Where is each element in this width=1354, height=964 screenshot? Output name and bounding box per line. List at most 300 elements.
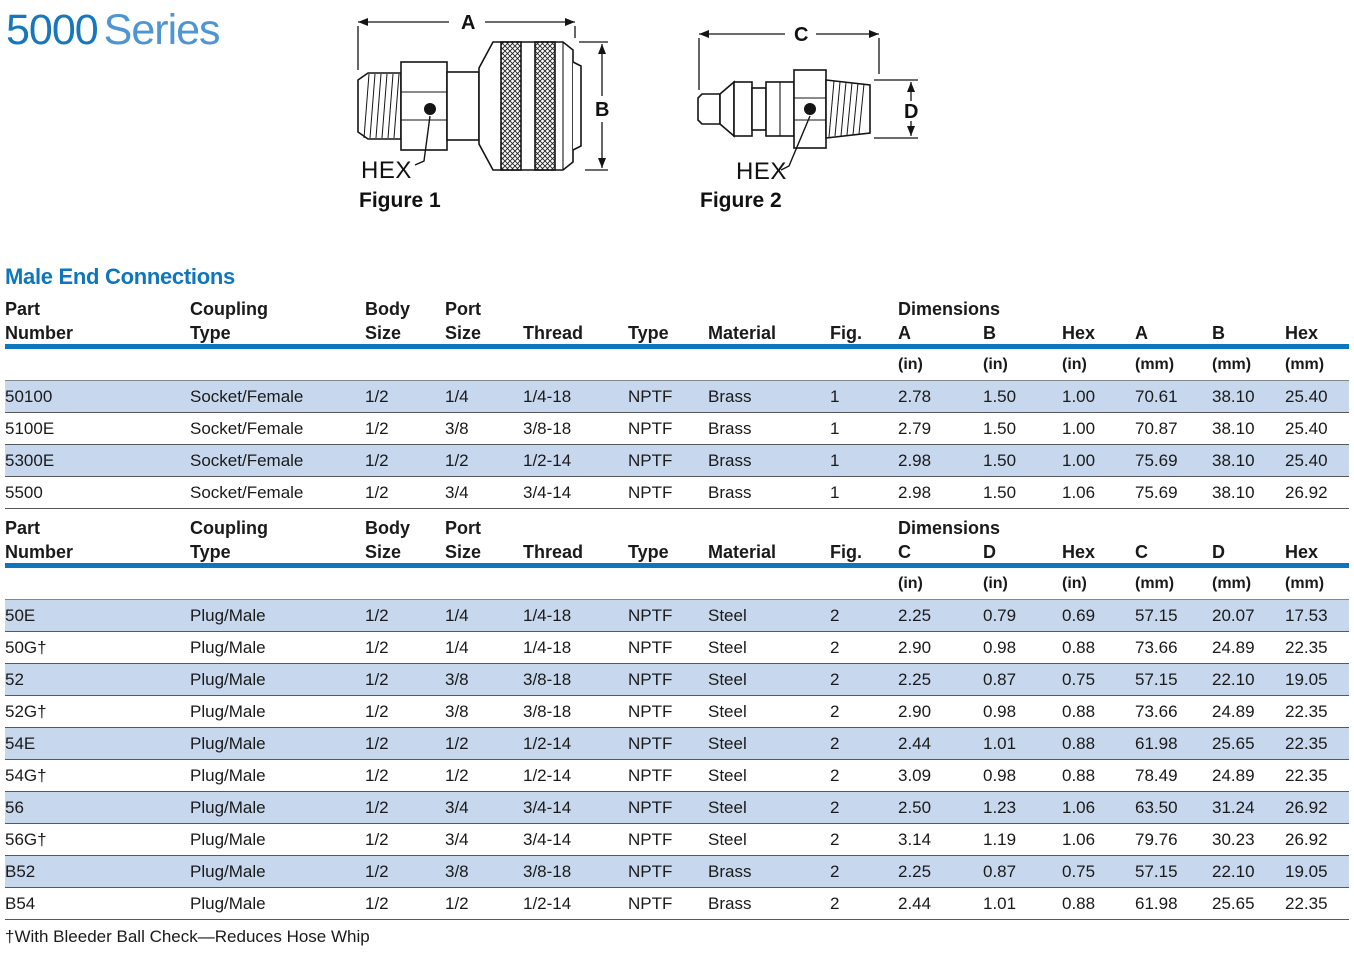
table-cell: 2 bbox=[830, 605, 840, 625]
table-cell: 3/4-14 bbox=[523, 829, 572, 849]
table-cell: 1/2-14 bbox=[523, 733, 572, 753]
table-cell: 3/4 bbox=[445, 482, 469, 502]
table-cell: Brass bbox=[708, 450, 752, 470]
table-cell: Number bbox=[5, 542, 74, 562]
table-cell: 0.88 bbox=[1062, 701, 1096, 721]
table-cell: (in) bbox=[983, 355, 1008, 373]
table-cell: Coupling bbox=[190, 299, 268, 319]
table-cell: 31.24 bbox=[1212, 797, 1255, 817]
table-cell: 70.61 bbox=[1135, 386, 1178, 406]
table-cell: 1 bbox=[830, 482, 840, 502]
table-cell: Material bbox=[708, 323, 777, 343]
table-cell: 50G† bbox=[5, 637, 47, 657]
table-cell: Brass bbox=[708, 386, 752, 406]
table-cell: 17.53 bbox=[1285, 605, 1328, 625]
table-cell: 61.98 bbox=[1135, 733, 1178, 753]
table-row bbox=[5, 792, 1349, 824]
arrowhead bbox=[869, 30, 879, 38]
table-cell: NPTF bbox=[628, 418, 673, 438]
table-cell: Body bbox=[365, 299, 410, 319]
table-cell: 75.69 bbox=[1135, 482, 1178, 502]
table-cell: B52 bbox=[5, 861, 36, 881]
table-cell: Material bbox=[708, 542, 777, 562]
table-cell: Plug/Male bbox=[190, 637, 266, 657]
figure-1-drawing bbox=[345, 6, 635, 218]
table-cell: 38.10 bbox=[1212, 386, 1255, 406]
table-cell: 3/8 bbox=[445, 669, 469, 689]
table-cell: 2.79 bbox=[898, 418, 932, 438]
table-cell: 3/8-18 bbox=[523, 669, 572, 689]
table-cell: 1/2 bbox=[365, 450, 389, 470]
table-cell: 22.35 bbox=[1285, 765, 1328, 785]
table-cell: D bbox=[983, 542, 996, 562]
coupling-outline bbox=[698, 70, 870, 148]
male-end-connections-table bbox=[5, 296, 1349, 947]
table-cell: 70.87 bbox=[1135, 418, 1178, 438]
units-row-plug bbox=[5, 568, 1349, 599]
arrowhead bbox=[907, 82, 915, 92]
table-cell: Thread bbox=[523, 323, 584, 343]
table-cell: Hex bbox=[1285, 323, 1319, 343]
table-cell: 3.09 bbox=[898, 765, 932, 785]
table-cell: 0.75 bbox=[1062, 669, 1096, 689]
table-cell: Hex bbox=[1062, 323, 1096, 343]
table-cell: 2 bbox=[830, 637, 840, 657]
table-cell: 22.35 bbox=[1285, 701, 1328, 721]
table-cell: 1/2 bbox=[365, 733, 389, 753]
table-cell: Plug/Male bbox=[190, 893, 266, 913]
table-cell: 1/2 bbox=[365, 418, 389, 438]
table-cell: 0.88 bbox=[1062, 893, 1096, 913]
table-row bbox=[5, 568, 1349, 599]
table-cell: Size bbox=[445, 323, 482, 343]
table-cell: Plug/Male bbox=[190, 797, 266, 817]
table-cell: 1 bbox=[830, 418, 840, 438]
table-cell: NPTF bbox=[628, 893, 673, 913]
table-body-socket bbox=[5, 380, 1349, 509]
table-cell: 1/2 bbox=[445, 450, 469, 470]
dim-label-b: B bbox=[595, 99, 610, 121]
table-cell: 1.50 bbox=[983, 450, 1017, 470]
table-cell: 3/8-18 bbox=[523, 701, 572, 721]
hex-label: HEX bbox=[736, 158, 787, 185]
table-cell: Steel bbox=[708, 797, 747, 817]
table-cell: 22.35 bbox=[1285, 637, 1328, 657]
table-cell: 3/8 bbox=[445, 861, 469, 881]
table-cell: Socket/Female bbox=[190, 482, 304, 502]
table-cell: 1/2 bbox=[365, 829, 389, 849]
table-row bbox=[5, 515, 1349, 539]
table-cell: 61.98 bbox=[1135, 893, 1178, 913]
table-cell: (mm) bbox=[1212, 355, 1252, 373]
table-cell: (in) bbox=[898, 574, 923, 592]
table-cell: 0.87 bbox=[983, 861, 1017, 881]
table-cell: Coupling bbox=[190, 518, 268, 538]
table-cell: Steel bbox=[708, 701, 747, 721]
table-cell: Brass bbox=[708, 861, 752, 881]
table-cell: 26.92 bbox=[1285, 482, 1328, 502]
table-cell: 2 bbox=[830, 829, 840, 849]
table-cell: 2 bbox=[830, 733, 840, 753]
table-cell: 3/8 bbox=[445, 701, 469, 721]
table-cell: Steel bbox=[708, 669, 747, 689]
table-cell: 2 bbox=[830, 765, 840, 785]
table-cell: 3/8-18 bbox=[523, 418, 572, 438]
figure-1-caption: Figure 1 bbox=[359, 189, 441, 212]
table-cell: 54G† bbox=[5, 765, 47, 785]
table-cell: 2.44 bbox=[898, 733, 932, 753]
table-cell: Size bbox=[365, 542, 402, 562]
table-cell: NPTF bbox=[628, 733, 673, 753]
table-cell: 1.06 bbox=[1062, 797, 1096, 817]
table-header-plug bbox=[5, 515, 1349, 563]
table-cell: Plug/Male bbox=[190, 701, 266, 721]
table-cell: 1/2 bbox=[445, 733, 469, 753]
table-cell: C bbox=[1135, 542, 1148, 562]
table-cell: 54E bbox=[5, 733, 36, 753]
table-row bbox=[5, 320, 1349, 344]
table-cell: NPTF bbox=[628, 829, 673, 849]
table-cell: 2.50 bbox=[898, 797, 932, 817]
table-cell: (in) bbox=[1062, 355, 1087, 373]
table-cell: Port bbox=[445, 299, 481, 319]
table-cell: 2.90 bbox=[898, 701, 932, 721]
table-cell: 30.23 bbox=[1212, 829, 1255, 849]
table-cell: 2 bbox=[830, 669, 840, 689]
table-cell: (mm) bbox=[1285, 355, 1325, 373]
table-cell: 2.98 bbox=[898, 482, 932, 502]
arrowhead bbox=[565, 18, 575, 26]
table-cell: NPTF bbox=[628, 797, 673, 817]
table-cell: C bbox=[898, 542, 911, 562]
table-cell: 1/2 bbox=[365, 669, 389, 689]
table-cell: B bbox=[983, 323, 996, 343]
table-cell: 22.35 bbox=[1285, 733, 1328, 753]
table-cell: 2.25 bbox=[898, 669, 932, 689]
hex-indicator-dot bbox=[424, 103, 436, 115]
table-cell: 38.10 bbox=[1212, 482, 1255, 502]
table-row bbox=[5, 824, 1349, 856]
table-cell: Socket/Female bbox=[190, 386, 304, 406]
arrowhead bbox=[699, 30, 709, 38]
table-cell: Steel bbox=[708, 605, 747, 625]
table-cell: 3.14 bbox=[898, 829, 932, 849]
table-cell: 1.50 bbox=[983, 386, 1017, 406]
table-cell: 5300E bbox=[5, 450, 55, 470]
table-cell: 57.15 bbox=[1135, 669, 1178, 689]
table-cell: (in) bbox=[983, 574, 1008, 592]
table-cell: Size bbox=[445, 542, 482, 562]
table-cell: 22.35 bbox=[1285, 893, 1328, 913]
table-cell: A bbox=[898, 323, 911, 343]
table-cell: 2.25 bbox=[898, 861, 932, 881]
table-cell: 1/2 bbox=[365, 482, 389, 502]
table-cell: 1 bbox=[830, 450, 840, 470]
table-cell: 22.10 bbox=[1212, 669, 1255, 689]
table-cell: (in) bbox=[1062, 574, 1087, 592]
table-cell: 52G† bbox=[5, 701, 47, 721]
section-heading: Male End Connections bbox=[5, 264, 235, 289]
arrowhead bbox=[598, 44, 606, 54]
table-cell: Hex bbox=[1062, 542, 1096, 562]
table-cell: (in) bbox=[898, 355, 923, 373]
table-row bbox=[5, 728, 1349, 760]
table-cell: 24.89 bbox=[1212, 637, 1255, 657]
table-cell: 2 bbox=[830, 701, 840, 721]
table-cell: 2 bbox=[830, 861, 840, 881]
table-cell: Steel bbox=[708, 637, 747, 657]
coupling-outline bbox=[358, 42, 581, 170]
table-cell: 1/2 bbox=[365, 765, 389, 785]
table-cell: 25.40 bbox=[1285, 418, 1328, 438]
table-cell: Brass bbox=[708, 482, 752, 502]
table-cell: 2.25 bbox=[898, 605, 932, 625]
table-cell: NPTF bbox=[628, 637, 673, 657]
arrowhead bbox=[358, 18, 368, 26]
table-row bbox=[5, 760, 1349, 792]
table-cell: Type bbox=[628, 542, 669, 562]
table-cell: 38.10 bbox=[1212, 450, 1255, 470]
hex-label: HEX bbox=[361, 157, 412, 184]
table-cell: 2.98 bbox=[898, 450, 932, 470]
table-cell: Number bbox=[5, 323, 74, 343]
table-cell: 57.15 bbox=[1135, 605, 1178, 625]
table-cell: 26.92 bbox=[1285, 829, 1328, 849]
table-cell: NPTF bbox=[628, 605, 673, 625]
table-cell: 0.79 bbox=[983, 605, 1017, 625]
table-cell: Body bbox=[365, 518, 410, 538]
table-cell: 63.50 bbox=[1135, 797, 1178, 817]
table-cell: (mm) bbox=[1135, 574, 1175, 592]
table-cell: 1.50 bbox=[983, 418, 1017, 438]
table-cell: 0.75 bbox=[1062, 861, 1096, 881]
plug-table-section bbox=[5, 515, 1349, 920]
table-cell: 1/2-14 bbox=[523, 893, 572, 913]
table-cell: 38.10 bbox=[1212, 418, 1255, 438]
table-cell: 25.65 bbox=[1212, 733, 1255, 753]
table-cell: 73.66 bbox=[1135, 701, 1178, 721]
table-cell: Steel bbox=[708, 733, 747, 753]
table-cell: 1/2 bbox=[365, 861, 389, 881]
table-cell: 1.50 bbox=[983, 482, 1017, 502]
table-cell: 1.00 bbox=[1062, 386, 1096, 406]
socket-table-section bbox=[5, 296, 1349, 509]
table-cell: Port bbox=[445, 518, 481, 538]
table-row bbox=[5, 477, 1349, 509]
table-cell: 56 bbox=[5, 797, 24, 817]
table-cell: Dimensions bbox=[898, 518, 1001, 538]
table-cell: NPTF bbox=[628, 669, 673, 689]
table-cell: 1.01 bbox=[983, 893, 1017, 913]
table-cell: 22.10 bbox=[1212, 861, 1255, 881]
table-cell: (mm) bbox=[1135, 355, 1175, 373]
table-cell: Steel bbox=[708, 765, 747, 785]
figure-2-drawing bbox=[688, 6, 988, 218]
table-cell: 1/2 bbox=[365, 893, 389, 913]
table-cell: 1.06 bbox=[1062, 829, 1096, 849]
table-cell: 3/4-14 bbox=[523, 482, 572, 502]
table-cell: D bbox=[1212, 542, 1225, 562]
table-cell: Size bbox=[365, 323, 402, 343]
table-cell: 1/2 bbox=[365, 386, 389, 406]
table-cell: 1/2 bbox=[365, 701, 389, 721]
table-cell: 2 bbox=[830, 797, 840, 817]
table-cell: 5500 bbox=[5, 482, 43, 502]
table-cell: 19.05 bbox=[1285, 669, 1328, 689]
table-cell: 20.07 bbox=[1212, 605, 1255, 625]
table-body-plug bbox=[5, 599, 1349, 920]
table-cell: 25.40 bbox=[1285, 450, 1328, 470]
table-row bbox=[5, 445, 1349, 477]
table-cell: NPTF bbox=[628, 450, 673, 470]
table-cell: 1/4 bbox=[445, 637, 469, 657]
table-cell: 2.90 bbox=[898, 637, 932, 657]
table-cell: 1/4-18 bbox=[523, 637, 572, 657]
table-cell: 1.00 bbox=[1062, 418, 1096, 438]
table-cell: 5100E bbox=[5, 418, 55, 438]
table-cell: 3/4 bbox=[445, 829, 469, 849]
table-cell: Plug/Male bbox=[190, 605, 266, 625]
table-row bbox=[5, 888, 1349, 920]
table-cell: 2.44 bbox=[898, 893, 932, 913]
table-cell: 1/4-18 bbox=[523, 386, 572, 406]
table-cell: Brass bbox=[708, 893, 752, 913]
table-cell: 1/4 bbox=[445, 605, 469, 625]
table-cell: 1/4-18 bbox=[523, 605, 572, 625]
table-cell: 1.23 bbox=[983, 797, 1017, 817]
table-cell: 1/2 bbox=[445, 765, 469, 785]
table-cell: 75.69 bbox=[1135, 450, 1178, 470]
table-cell: A bbox=[1135, 323, 1148, 343]
table-cell: 50100 bbox=[5, 386, 53, 406]
table-row bbox=[5, 413, 1349, 445]
table-header-socket bbox=[5, 296, 1349, 344]
table-cell: 1/2-14 bbox=[523, 765, 572, 785]
table-row bbox=[5, 600, 1349, 632]
table-cell: 19.05 bbox=[1285, 861, 1328, 881]
table-cell: 79.76 bbox=[1135, 829, 1178, 849]
figure-2-caption: Figure 2 bbox=[700, 189, 782, 212]
table-cell: Plug/Male bbox=[190, 861, 266, 881]
table-cell: 1/2 bbox=[445, 893, 469, 913]
table-cell: 26.92 bbox=[1285, 797, 1328, 817]
table-row bbox=[5, 696, 1349, 728]
table-cell: Plug/Male bbox=[190, 669, 266, 689]
table-row bbox=[5, 349, 1349, 380]
table-cell: Plug/Male bbox=[190, 765, 266, 785]
table-cell: 0.88 bbox=[1062, 765, 1096, 785]
arrowhead bbox=[907, 126, 915, 136]
table-cell: 3/8-18 bbox=[523, 861, 572, 881]
dim-label-a: A bbox=[461, 12, 476, 34]
dim-label-d: D bbox=[904, 101, 919, 123]
table-cell: Thread bbox=[523, 542, 584, 562]
table-cell: Plug/Male bbox=[190, 733, 266, 753]
table-cell: 0.98 bbox=[983, 637, 1017, 657]
table-cell: (mm) bbox=[1212, 574, 1252, 592]
table-row bbox=[5, 296, 1349, 320]
table-cell: Socket/Female bbox=[190, 450, 304, 470]
table-row bbox=[5, 381, 1349, 413]
table-cell: 0.88 bbox=[1062, 637, 1096, 657]
table-cell: 24.89 bbox=[1212, 765, 1255, 785]
table-cell: Type bbox=[190, 542, 231, 562]
table-cell: 3/4-14 bbox=[523, 797, 572, 817]
table-cell: 0.87 bbox=[983, 669, 1017, 689]
table-cell: Plug/Male bbox=[190, 829, 266, 849]
table-cell: Type bbox=[190, 323, 231, 343]
table-cell: Part bbox=[5, 518, 41, 538]
table-cell: 3/8 bbox=[445, 418, 469, 438]
table-cell: 73.66 bbox=[1135, 637, 1178, 657]
series-number: 5000 bbox=[6, 6, 98, 54]
table-cell: NPTF bbox=[628, 482, 673, 502]
arrowhead bbox=[598, 158, 606, 168]
table-cell: 0.98 bbox=[983, 701, 1017, 721]
table-cell: 2.78 bbox=[898, 386, 932, 406]
table-cell: B54 bbox=[5, 893, 36, 913]
units-row-socket bbox=[5, 349, 1349, 380]
table-row bbox=[5, 632, 1349, 664]
table-cell: Fig. bbox=[830, 323, 862, 343]
series-word: Series bbox=[103, 6, 220, 54]
table-cell: 25.65 bbox=[1212, 893, 1255, 913]
table-cell: Socket/Female bbox=[190, 418, 304, 438]
table-cell: 56G† bbox=[5, 829, 47, 849]
table-row bbox=[5, 664, 1349, 696]
table-cell: Fig. bbox=[830, 542, 862, 562]
table-cell: 1.19 bbox=[983, 829, 1017, 849]
table-cell: Steel bbox=[708, 829, 747, 849]
table-cell: 2 bbox=[830, 893, 840, 913]
table-cell: NPTF bbox=[628, 861, 673, 881]
table-cell: 1.00 bbox=[1062, 450, 1096, 470]
table-cell: 50E bbox=[5, 605, 36, 625]
table-cell: 1/2 bbox=[365, 797, 389, 817]
page-title bbox=[6, 6, 220, 55]
table-cell: 24.89 bbox=[1212, 701, 1255, 721]
table-cell: 25.40 bbox=[1285, 386, 1328, 406]
hex-indicator-dot bbox=[804, 103, 816, 115]
table-cell: 0.98 bbox=[983, 765, 1017, 785]
table-cell: 57.15 bbox=[1135, 861, 1178, 881]
table-cell: 3/4 bbox=[445, 797, 469, 817]
table-cell: 1.01 bbox=[983, 733, 1017, 753]
table-cell: B bbox=[1212, 323, 1225, 343]
table-cell: NPTF bbox=[628, 386, 673, 406]
table-cell: 1.06 bbox=[1062, 482, 1096, 502]
table-cell: 1/2 bbox=[365, 605, 389, 625]
table-cell: Type bbox=[628, 323, 669, 343]
table-row bbox=[5, 539, 1349, 563]
table-row bbox=[5, 856, 1349, 888]
table-cell: Brass bbox=[708, 418, 752, 438]
table-cell: NPTF bbox=[628, 765, 673, 785]
table-cell: 78.49 bbox=[1135, 765, 1178, 785]
dim-label-c: C bbox=[794, 24, 809, 46]
table-cell: Hex bbox=[1285, 542, 1319, 562]
table-cell: Dimensions bbox=[898, 299, 1001, 319]
table-cell: 1 bbox=[830, 386, 840, 406]
table-cell: (mm) bbox=[1285, 574, 1325, 592]
table-cell: 1/2-14 bbox=[523, 450, 572, 470]
table-cell: 0.88 bbox=[1062, 733, 1096, 753]
table-cell: NPTF bbox=[628, 701, 673, 721]
footnote: †With Bleeder Ball Check—Reduces Hose Whip bbox=[5, 927, 370, 946]
table-cell: Part bbox=[5, 299, 41, 319]
table-cell: 0.69 bbox=[1062, 605, 1096, 625]
table-cell: 1/4 bbox=[445, 386, 469, 406]
